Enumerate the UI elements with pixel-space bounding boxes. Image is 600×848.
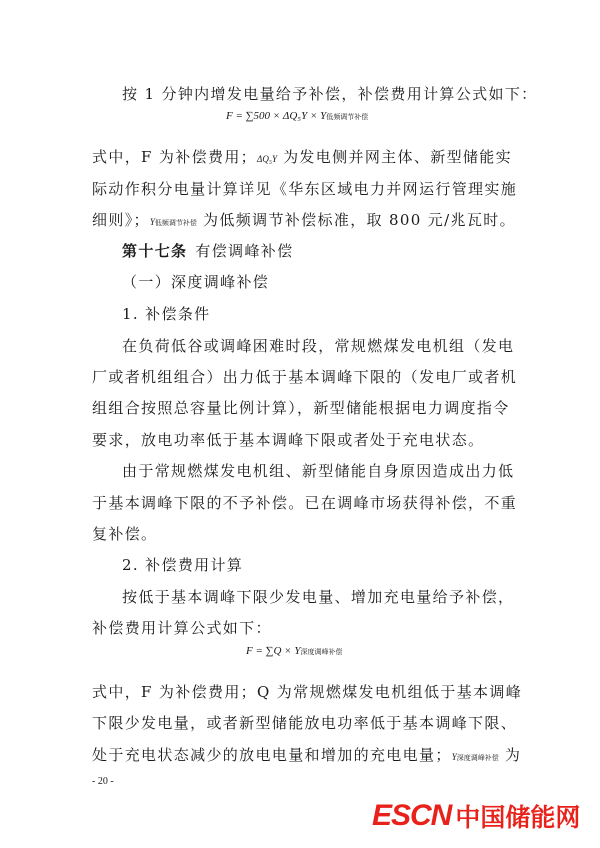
article-number: 第十七条 [122,242,188,260]
article-heading [122,241,294,261]
paragraph-line: 按 1 分钟内增发电量给予补偿，补偿费用计算公式如下： [122,85,538,103]
formula-deep-peak-compensation [246,645,342,657]
paragraph-line [92,210,516,233]
paragraph-line: 复补偿。 [92,525,158,543]
formula-frequency-compensation [226,110,368,122]
paragraph-line: 在负荷低谷或调峰困难时段，常规燃煤发电机组（发电 [122,337,515,355]
subsection-heading: 2. 补偿费用计算 [122,556,244,574]
inline-symbol [150,217,197,227]
formula-main: F = ∑500 × ΔQ₅Y × Y [226,110,327,122]
paragraph-line: 下限少发电量，或者新型储能放电功率低于基本调峰下限、 [92,714,518,732]
inline-symbol [452,752,499,762]
escn-watermark-logo [372,798,580,834]
paragraph-line: 式中，F 为补偿费用；Q 为常规燃煤发电机组低于基本调峰 [92,683,523,701]
text-span: 为低频调节补偿标准，取 800 元/兆瓦时。 [196,211,516,229]
text-span: 处于充电状态减少的放电电量和增加的充电电量； [92,746,452,764]
paragraph-line: 际动作积分电量计算详见《华东区域电力并网运行管理实施 [92,180,518,198]
text-span: 为发电侧并网主体、新型储能实 [276,148,512,166]
symbol-subscript: 深度调峰补偿 [456,754,499,762]
text-span: 式中，F 为补偿费用； [92,148,258,166]
paragraph-line: 按低于基本调峰下限少发电量、增加充电量给予补偿， [122,588,515,606]
text-span: 为 [498,746,522,764]
symbol-subscript: 低频调节补偿 [154,219,197,227]
paragraph-line: 要求，放电功率低于基本调峰下限或者处于充电状态。 [92,431,485,449]
article-title: 有偿调峰补偿 [195,242,294,260]
page-number: - 20 - [92,776,114,787]
symbol-main: Y [451,752,457,762]
formula-subscript: 低频调节补偿 [326,113,369,121]
subsection-heading: 1. 补偿条件 [122,305,211,323]
formula-subscript: 深度调峰补偿 [300,648,343,656]
text-span: 细则》； [92,211,150,229]
paragraph-line: 由于常规燃煤发电机组、新型储能自身原因造成出力低 [122,462,515,480]
paragraph-line: 补偿费用计算公式如下： [92,619,272,637]
paragraph-line: 厂或者机组组合）出力低于基本调峰下限的（发电厂或者机 [92,368,518,386]
watermark-chinese: 中国储能网 [455,803,581,832]
paragraph-line: 组组合按照总容量比例计算），新型储能根据电力调度指令 [92,399,510,417]
watermark-latin: ESCN [372,799,452,832]
paragraph-line [92,147,512,169]
inline-symbol: ΔQ₅Y [257,154,277,164]
formula-main: F = ∑Q × Y [246,645,301,657]
paragraph-line: 于基本调峰下限的不予补偿。已在调峰市场获得补偿，不重 [92,494,518,512]
paragraph-line [92,745,521,768]
symbol-main: Y [149,217,155,227]
section-heading: （一）深度调峰补偿 [122,273,270,291]
